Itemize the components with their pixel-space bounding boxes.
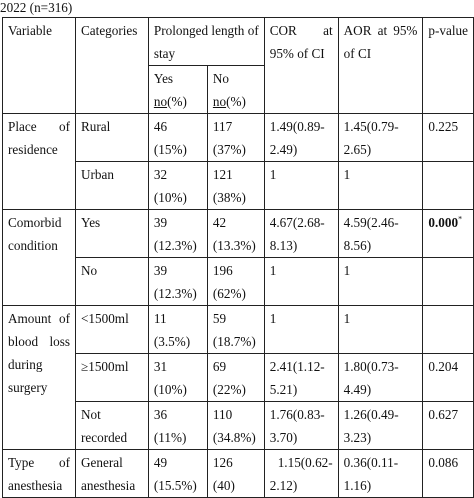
cor-cell: 4.67(2.68- 8.13) xyxy=(264,210,338,258)
variable-blood-loss: Amount of blood loss during surgery xyxy=(3,306,76,450)
table-row xyxy=(3,450,474,498)
category-rural: Rural xyxy=(76,114,149,162)
no-cell: 42 (13.3%) xyxy=(207,210,264,258)
header-cor: COR at 95% of CI xyxy=(264,18,338,114)
yes-cell: 36 (11%) xyxy=(148,402,207,450)
aor-cell: 0.36(0.11- 1.16) xyxy=(338,450,423,498)
no-cell: 196 (62%) xyxy=(207,258,264,306)
category-ge1500: ≥1500ml xyxy=(76,354,149,402)
cor-cell: 1.76(0.83- 3.70) xyxy=(264,402,338,450)
cor-cell: 1 xyxy=(264,162,338,210)
header-yes: Yes no(%) xyxy=(148,66,207,114)
aor-cell: 1 xyxy=(338,162,423,210)
header-no: No no(%) xyxy=(207,66,264,114)
aor-cell: 1 xyxy=(338,306,423,354)
no-cell: 117 (37%) xyxy=(207,114,264,162)
pvalue-cell: 0.225 xyxy=(423,114,474,162)
regression-table xyxy=(2,17,474,498)
aor-cell: 4.59(2.46- 8.56) xyxy=(338,210,423,258)
header-categories: Categories xyxy=(76,18,149,114)
variable-anesthesia: Type of anesthesia xyxy=(3,450,76,498)
pvalue-cell: 0.000* xyxy=(423,210,474,258)
table-row xyxy=(3,306,474,354)
aor-cell: 1.45(0.79- 2.65) xyxy=(338,114,423,162)
category-not-recorded: Not recorded xyxy=(76,402,149,450)
no-cell: 121 (38%) xyxy=(207,162,264,210)
variable-residence: Place of residence xyxy=(3,114,76,210)
variable-comorbid: Comorbid condition xyxy=(3,210,76,306)
header-aor: AOR at 95% of CI xyxy=(338,18,423,114)
yes-cell: 11 (3.5%) xyxy=(148,306,207,354)
header-row xyxy=(3,18,474,66)
yes-cell: 49 (15.5%) xyxy=(148,450,207,498)
no-cell: 69 (22%) xyxy=(207,354,264,402)
aor-cell: 1 xyxy=(338,258,423,306)
table-row xyxy=(3,114,474,162)
aor-cell: 1.26(0.49- 3.23) xyxy=(338,402,423,450)
header-pvalue: p-value xyxy=(423,18,474,114)
no-cell: 59 (18.7%) xyxy=(207,306,264,354)
cor-cell: 2.41(1.12- 5.21) xyxy=(264,354,338,402)
cor-cell: 1.15(0.62- 2.12) xyxy=(264,450,338,498)
cor-cell: 1.49(0.89- 2.49) xyxy=(264,114,338,162)
yes-cell: 46 (15%) xyxy=(148,114,207,162)
cor-cell: 1 xyxy=(264,258,338,306)
pvalue-cell xyxy=(423,162,474,210)
category-no: No xyxy=(76,258,149,306)
yes-cell: 39 (12.3%) xyxy=(148,258,207,306)
category-general-anesthesia: General anesthesia xyxy=(76,450,149,498)
header-prolonged-stay: Prolonged length of stay xyxy=(148,18,264,66)
no-cell: 126 (40) xyxy=(207,450,264,498)
pvalue-cell: 0.627 xyxy=(423,402,474,450)
pvalue-cell: 0.204 xyxy=(423,354,474,402)
no-cell: 110 (34.8%) xyxy=(207,402,264,450)
category-yes: Yes xyxy=(76,210,149,258)
pvalue-cell: 0.086 xyxy=(423,450,474,498)
yes-cell: 31 (10%) xyxy=(148,354,207,402)
cor-cell: 1 xyxy=(264,306,338,354)
yes-cell: 39 (12.3%) xyxy=(148,210,207,258)
pvalue-cell xyxy=(423,258,474,306)
table-row xyxy=(3,210,474,258)
category-urban: Urban xyxy=(76,162,149,210)
category-lt1500: <1500ml xyxy=(76,306,149,354)
yes-cell: 32 (10%) xyxy=(148,162,207,210)
pvalue-cell xyxy=(423,306,474,354)
aor-cell: 1.80(0.73- 4.49) xyxy=(338,354,423,402)
table-caption: 2022 (n=316) xyxy=(0,0,73,15)
header-variable: Variable xyxy=(3,18,76,114)
